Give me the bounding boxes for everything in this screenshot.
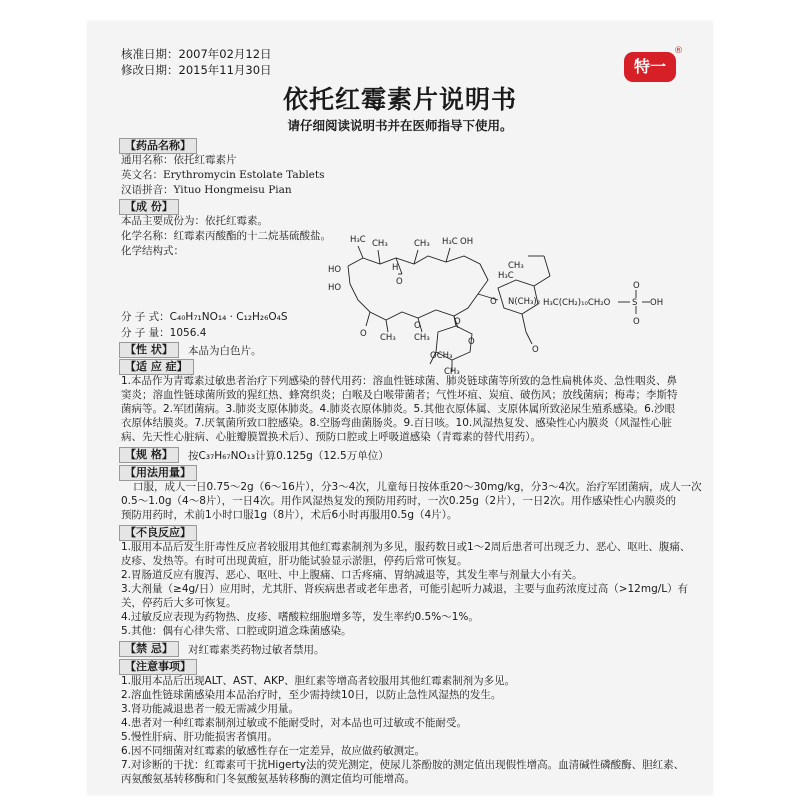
atom-label: N(CH₃)₂ bbox=[508, 297, 541, 307]
chemical-name: 化学名称：红霉素丙酸酯的十二烷基硫酸盐。 bbox=[121, 230, 331, 242]
atom-label: H₃C(CH₂)₁₀CH₂O bbox=[543, 298, 611, 308]
atom-label: O bbox=[396, 277, 403, 287]
atom-label: H₃C bbox=[442, 237, 458, 247]
atom-label: HO bbox=[328, 283, 342, 293]
atom-label: CH₃ bbox=[444, 367, 460, 377]
atom-label: O bbox=[468, 337, 475, 347]
heading-ingredients: 【成 份】 bbox=[119, 199, 179, 215]
atom-label: CH₃ bbox=[372, 239, 388, 249]
revision-date: 修改日期：2015年11月30日 bbox=[121, 63, 272, 77]
heading-drug-name: 【药品名称】 bbox=[119, 138, 197, 154]
adverse-line: 1.服用本品后发生肝毒性反应者较服用其他红霉素制剂为多见，服药数日或1～2周后患者可出现乏力、恶心、呕吐、腹痛、 bbox=[121, 541, 691, 553]
atom-label: H₃C bbox=[350, 235, 366, 245]
indication-line: 衣原体结膜炎。7.厌氧菌所致口腔感染。8.空肠弯曲菌肠炎。9.百日咳。10.风湿热复发、感染性心内膜炎（风湿性心脏 bbox=[121, 417, 672, 429]
dosage-line: 0.5～1.0g（4～8片），一日4次。用作风湿热复发的预防用药时，一次0.25g（2片），一日2次。用作感染性心内膜炎的 bbox=[121, 495, 677, 507]
english-name: 英文名：Erythromycin Estolate Tablets bbox=[121, 169, 325, 181]
precaution-line: 丙氨酸氨基转移酶和门冬氨酸氨基转移酶的测定值均可能增高。 bbox=[121, 773, 415, 785]
atom-label: O bbox=[490, 297, 497, 307]
molecular-weight: 分 子 量：1056.4 bbox=[121, 327, 207, 339]
molecular-formula: 分 子 式：C₄₀H₇₁NO₁₄ · C₁₂H₂₆O₄S bbox=[121, 311, 288, 323]
indication-line: 1.本品作为青霉素过敏患者治疗下列感染的替代用药：溶血性链球菌、肺炎链球菌等所致的急性扁桃体炎、急性咽炎、鼻 bbox=[121, 375, 678, 387]
atom-label: OH bbox=[650, 298, 664, 308]
atom-label: O bbox=[360, 329, 367, 339]
heading-dosage: 【用法用量】 bbox=[119, 465, 197, 481]
atom-label: CH₃ bbox=[380, 333, 396, 343]
precaution-line: 2.溶血性链球菌感染用本品治疗时，至少需持续10日，以防止急性风湿热的发生。 bbox=[121, 689, 502, 701]
indication-line: 菌病等。2.军团菌病。3.肺炎支原体肺炎。4.肺炎衣原体肺炎。5.其他衣原体属、支原体属所致泌尿生殖系感染。6.沙眼 bbox=[121, 403, 676, 415]
atom-label: CH₃ bbox=[508, 261, 524, 271]
precaution-line: 3.肾功能减退患者一般无需减少用量。 bbox=[121, 703, 300, 715]
atom-label: CH₃ bbox=[414, 239, 430, 249]
brand-logo-text: 特一 bbox=[633, 57, 666, 76]
atom-label: OCH₃ bbox=[430, 351, 453, 361]
brand-logo bbox=[624, 46, 683, 82]
atom-label: H bbox=[392, 263, 399, 273]
heading-adverse-reactions: 【不良反应】 bbox=[119, 525, 197, 541]
leaflet-sheet bbox=[88, 22, 712, 794]
heading-appearance: 【性 状】 bbox=[119, 342, 179, 358]
indication-line: 窦炎；溶血性链球菌所致的猩红热、蜂窝织炎；白喉及白喉带菌者；气性坏疽、炭疽、破伤风；放线菌病；梅毒；李斯特 bbox=[121, 389, 678, 401]
document-subtitle: 请仔细阅读说明书并在医师指导下使用。 bbox=[287, 118, 513, 133]
adverse-line: 3.大剂量（≥4g/日）应用时，尤其肝、肾疾病患者或老年患者，可能引起听力减退，主要与血药浓度过高（>12mg/L）有 bbox=[121, 583, 689, 595]
atom-label: OH bbox=[460, 237, 474, 247]
precaution-line: 4.患者对一种红霉素制剂过敏或不能耐受时，对本品也可过敏或不能耐受。 bbox=[121, 717, 468, 729]
dosage-line: 口服，成人一日0.75～2g（6～16片），分3～4次，儿童每日按体重20～30mg/kg，分3～4次。治疗军团菌病，成人一次 bbox=[133, 481, 702, 493]
specification-text: 按C₃₇H₆₇NO₁₃计算0.125g（12.5万单位） bbox=[188, 450, 389, 462]
atom-label: O bbox=[633, 317, 640, 327]
atom-label: O bbox=[532, 345, 539, 355]
indication-line: 病、先天性心脏病、心脏瓣膜置换术后）、预防口腔或上呼吸道感染（青霉素的替代用药）。 bbox=[121, 431, 541, 443]
precaution-line: 7.对诊断的干扰：红霉素可干扰Higerty法的荧光测定，使尿儿茶酚胺的测定值出现假性增高。血清碱性磷酸酶、胆红素、 bbox=[121, 759, 685, 771]
precaution-line: 1.服用本品后出现ALT、AST、AKP、胆红素等增高者较服用其他红霉素制剂为多见。 bbox=[121, 675, 516, 687]
adverse-line: 4.过敏反应表现为药物热、皮疹、嗜酸粒细胞增多等，发生率约0.5%～1%。 bbox=[121, 611, 479, 623]
structure-label: 化学结构式： bbox=[121, 245, 184, 257]
atom-label: O bbox=[633, 281, 640, 291]
adverse-line: 5.其他：偶有心律失常、口腔或阴道念珠菌感染。 bbox=[121, 625, 352, 637]
atom-label: O bbox=[414, 321, 421, 331]
chemical-structure-diagram bbox=[318, 228, 664, 377]
atom-label: CH₃ bbox=[414, 333, 430, 343]
pinyin-name: 汉语拼音：Yituo Hongmeisu Pian bbox=[121, 184, 292, 196]
atom-label: O bbox=[454, 317, 461, 327]
heading-precautions: 【注意事项】 bbox=[119, 659, 197, 675]
heading-contraindications: 【禁 忌】 bbox=[119, 641, 179, 657]
appearance-text: 本品为白色片。 bbox=[188, 345, 262, 357]
atom-label: HO bbox=[328, 265, 342, 275]
dosage-line: 预防用药时，术前1小时口服1g（8片），术后6小时再服用0.5g（4片）。 bbox=[121, 509, 458, 521]
adverse-line: 皮疹、发热等。有时可出现黄疸，肝功能试验显示淤胆，停药后常可恢复。 bbox=[121, 555, 468, 567]
registered-mark: ® bbox=[674, 46, 683, 56]
atom-label: H₃C bbox=[498, 271, 514, 281]
precaution-line: 5.慢性肝病、肝功能损害者慎用。 bbox=[121, 731, 279, 743]
document-title: 依托红霉素片说明书 bbox=[282, 85, 517, 114]
contraindications-text: 对红霉素类药物过敏者禁用。 bbox=[188, 644, 325, 656]
adverse-line: 2.胃肠道反应有腹泻、恶心、呕吐、中上腹痛、口舌疼痛、胃纳减退等，其发生率与剂量大小有关。 bbox=[121, 569, 583, 581]
atom-label: S bbox=[632, 298, 638, 308]
approval-date: 核准日期：2007年02月12日 bbox=[121, 47, 272, 61]
heading-specification: 【规 格】 bbox=[119, 447, 179, 463]
main-ingredient: 本品主要成份为：依托红霉素。 bbox=[121, 215, 268, 227]
precaution-line: 6.因不同细菌对红霉素的敏感性存在一定差异，故应做药敏测定。 bbox=[121, 745, 426, 757]
heading-indications: 【适 应 症】 bbox=[119, 359, 194, 375]
common-name: 通用名称：依托红霉素片 bbox=[121, 154, 237, 166]
adverse-line: 关，停药后大多可恢复。 bbox=[121, 597, 237, 609]
